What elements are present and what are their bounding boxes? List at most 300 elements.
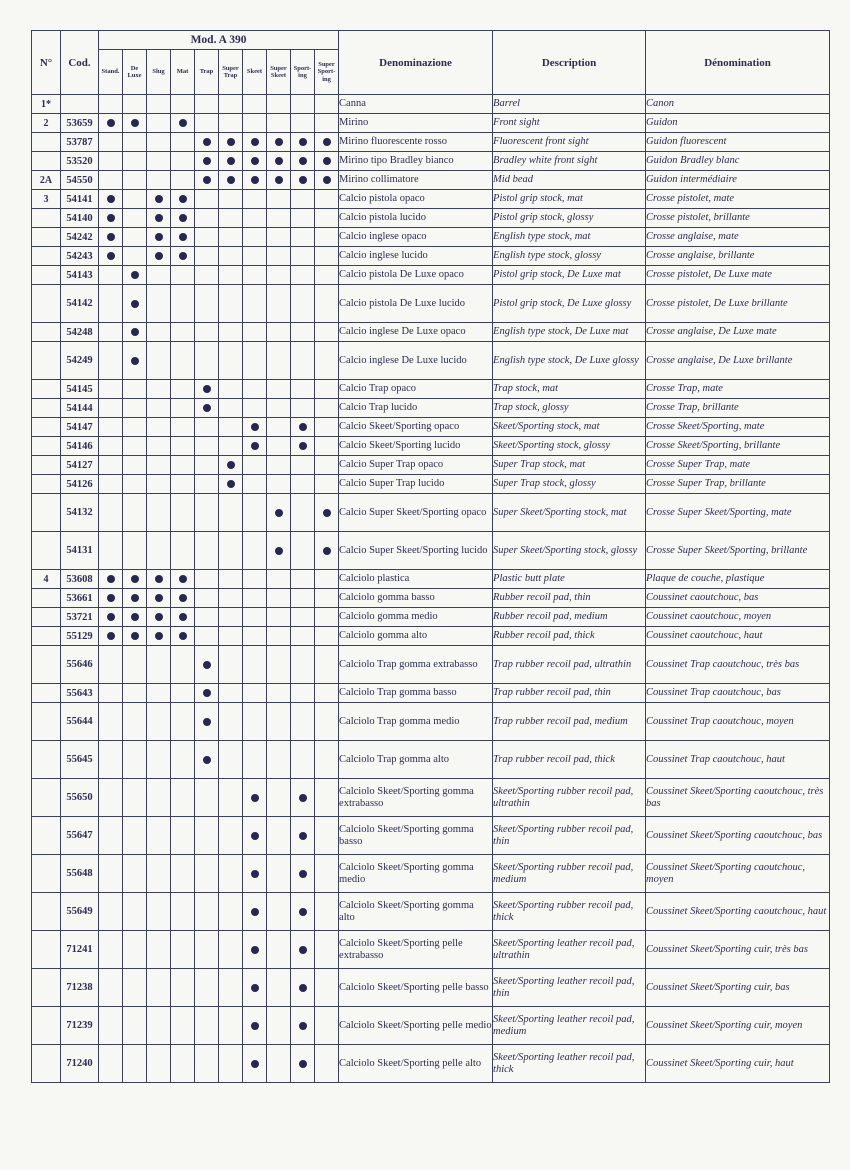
availability-dot-icon [131,632,139,640]
row-number [32,931,61,969]
variant-cell [243,532,267,570]
variant-cell [219,969,243,1007]
variant-cell [171,779,195,817]
description-cell: English type stock, mat [493,228,646,247]
variant-cell [123,532,147,570]
part-code: 53659 [61,114,99,133]
row-number [32,589,61,608]
variant-cell [99,589,123,608]
variant-cell [291,399,315,418]
variant-cell [219,190,243,209]
variant-cell [195,133,219,152]
description-cell: Trap stock, mat [493,380,646,399]
variant-cell [171,1045,195,1083]
variant-cell [123,209,147,228]
denomination-cell: Crosse Trap, mate [646,380,830,399]
variant-cell [291,342,315,380]
description-cell: Pistol grip stock, glossy [493,209,646,228]
variant-cell [195,589,219,608]
table-row [32,893,830,931]
availability-dot-icon [107,632,115,640]
part-code: 53787 [61,133,99,152]
variant-cell [243,380,267,399]
denominazione-cell: Calciolo Skeet/Sporting gomma basso [339,817,493,855]
variant-cell [291,589,315,608]
availability-dot-icon [323,509,331,517]
variant-cell [99,1045,123,1083]
variant-cell [315,247,339,266]
variant-cell [267,570,291,589]
variant-cell [315,418,339,437]
variant-cell [99,646,123,684]
availability-dot-icon [131,119,139,127]
variant-cell [315,266,339,285]
variant-cell [99,817,123,855]
variant-cell [315,399,339,418]
variant-cell [315,703,339,741]
variant-cell [99,1007,123,1045]
denomination-cell: Guidon [646,114,830,133]
availability-dot-icon [299,870,307,878]
part-code: 54550 [61,171,99,190]
table-row [32,475,830,494]
variant-cell [171,456,195,475]
variant-cell [147,380,171,399]
table-row [32,114,830,133]
table-row [32,171,830,190]
availability-dot-icon [179,214,187,222]
row-number [32,285,61,323]
variant-cell [123,133,147,152]
part-code: 53608 [61,570,99,589]
variant-cell [219,855,243,893]
variant-cell [123,190,147,209]
variant-cell [291,190,315,209]
variant-cell [243,190,267,209]
variant-cell [243,589,267,608]
variant-cell [99,437,123,456]
variant-cell [171,209,195,228]
variant-cell [219,1007,243,1045]
variant-cell [267,266,291,285]
variant-cell [171,893,195,931]
denominazione-cell: Calcio inglese De Luxe opaco [339,323,493,342]
denomination-cell: Coussinet caoutchouc, moyen [646,608,830,627]
availability-dot-icon [275,176,283,184]
availability-dot-icon [251,870,259,878]
part-code: 54248 [61,323,99,342]
variant-cell [219,931,243,969]
variant-cell [99,228,123,247]
part-code: 71238 [61,969,99,1007]
variant-header: Super Skeet [267,50,291,95]
denominazione-cell: Calcio pistola lucido [339,209,493,228]
part-code: 54145 [61,380,99,399]
part-code: 71239 [61,1007,99,1045]
variant-cell [267,190,291,209]
variant-cell [99,855,123,893]
variant-cell [99,266,123,285]
variant-cell [291,969,315,1007]
denomination-cell: Crosse Skeet/Sporting, brillante [646,437,830,456]
table-row [32,209,830,228]
variant-header: Super Sport-ing [315,50,339,95]
variant-cell [291,266,315,285]
denominazione-cell: Calcio pistola De Luxe opaco [339,266,493,285]
description-cell: Super Skeet/Sporting stock, mat [493,494,646,532]
availability-dot-icon [275,547,283,555]
denominazione-cell: Calciolo Trap gomma basso [339,684,493,703]
variant-cell [291,133,315,152]
variant-cell [219,703,243,741]
variant-cell [195,779,219,817]
variant-cell [147,532,171,570]
row-number: 3 [32,190,61,209]
part-code: 71240 [61,1045,99,1083]
description-cell: Pistol grip stock, De Luxe glossy [493,285,646,323]
variant-cell [147,1007,171,1045]
row-number [32,684,61,703]
variant-cell [195,247,219,266]
table-row [32,456,830,475]
denomination-cell: Crosse anglaise, De Luxe mate [646,323,830,342]
variant-cell [243,494,267,532]
availability-dot-icon [107,252,115,260]
table-body [32,95,830,1083]
variant-cell [171,152,195,171]
variant-cell [123,1045,147,1083]
table-row [32,817,830,855]
part-code: 54147 [61,418,99,437]
variant-cell [267,589,291,608]
variant-cell [147,646,171,684]
description-cell: Skeet/Sporting stock, glossy [493,437,646,456]
denomination-cell: Coussinet Skeet/Sporting caoutchouc, moyen [646,855,830,893]
variant-cell [267,741,291,779]
availability-dot-icon [179,233,187,241]
variant-header: Stand. [99,50,123,95]
availability-dot-icon [323,138,331,146]
variant-cell [267,95,291,114]
variant-cell [171,437,195,456]
row-number [32,323,61,342]
table-header [32,31,830,95]
variant-cell [243,779,267,817]
table-row [32,1007,830,1045]
variant-cell [315,380,339,399]
variant-cell [171,589,195,608]
variant-cell [195,570,219,589]
variant-cell [315,171,339,190]
variant-cell [171,494,195,532]
variant-cell [267,969,291,1007]
availability-dot-icon [203,385,211,393]
variant-cell [147,266,171,285]
description-cell: Skeet/Sporting leather recoil pad, ultrathin [493,931,646,969]
row-number [32,855,61,893]
availability-dot-icon [227,157,235,165]
variant-cell [147,817,171,855]
variant-cell [243,646,267,684]
variant-cell [291,323,315,342]
table-row [32,855,830,893]
denomination-cell: Coussinet caoutchouc, haut [646,627,830,646]
variant-cell [243,456,267,475]
denomination-cell: Coussinet Trap caoutchouc, moyen [646,703,830,741]
row-number: 1* [32,95,61,114]
variant-cell [243,931,267,969]
variant-cell [171,855,195,893]
variant-cell [315,437,339,456]
variant-cell [195,969,219,1007]
variant-cell [315,1007,339,1045]
description-cell: Pistol grip stock, mat [493,190,646,209]
denominazione-cell: Calcio Skeet/Sporting lucido [339,437,493,456]
variant-cell [171,133,195,152]
variant-cell [99,323,123,342]
part-code: 55643 [61,684,99,703]
variant-cell [291,608,315,627]
variant-cell [99,741,123,779]
variant-cell [243,266,267,285]
part-code: 55650 [61,779,99,817]
availability-dot-icon [251,984,259,992]
variant-cell [195,342,219,380]
availability-dot-icon [107,195,115,203]
availability-dot-icon [251,908,259,916]
header-model: Mod. A 390 [99,31,339,50]
denominazione-cell: Canna [339,95,493,114]
variant-cell [219,627,243,646]
variant-cell [195,456,219,475]
part-code: 54131 [61,532,99,570]
row-number [32,456,61,475]
denomination-cell: Guidon fluorescent [646,133,830,152]
variant-cell [171,817,195,855]
variant-cell [123,741,147,779]
variant-cell [219,646,243,684]
variant-cell [315,646,339,684]
variant-cell [123,855,147,893]
denominazione-cell: Calcio pistola De Luxe lucido [339,285,493,323]
variant-cell [291,475,315,494]
variant-cell [195,475,219,494]
variant-cell [267,703,291,741]
availability-dot-icon [299,946,307,954]
description-cell: Trap rubber recoil pad, ultrathin [493,646,646,684]
variant-cell [123,380,147,399]
variant-cell [267,684,291,703]
part-code: 54142 [61,285,99,323]
table-row [32,703,830,741]
row-number [32,266,61,285]
variant-cell [99,190,123,209]
variant-cell [291,570,315,589]
denomination-cell: Coussinet Trap caoutchouc, haut [646,741,830,779]
variant-cell [219,380,243,399]
variant-cell [243,475,267,494]
denominazione-cell: Calcio Super Trap lucido [339,475,493,494]
variant-cell [99,494,123,532]
variant-cell [147,399,171,418]
availability-dot-icon [107,214,115,222]
variant-cell [171,114,195,133]
row-number [32,418,61,437]
variant-cell [99,931,123,969]
row-number [32,228,61,247]
description-cell: Rubber recoil pad, thin [493,589,646,608]
variant-cell [99,247,123,266]
variant-header: Trap [195,50,219,95]
description-cell: Super Trap stock, mat [493,456,646,475]
variant-cell [219,95,243,114]
variant-cell [123,95,147,114]
part-code: 54243 [61,247,99,266]
availability-dot-icon [251,423,259,431]
availability-dot-icon [107,575,115,583]
variant-cell [315,855,339,893]
row-number [32,475,61,494]
denominazione-cell: Calciolo Trap gomma alto [339,741,493,779]
variant-cell [99,380,123,399]
variant-cell [171,741,195,779]
variant-cell [291,247,315,266]
variant-cell [291,532,315,570]
description-cell: Skeet/Sporting leather recoil pad, thick [493,1045,646,1083]
variant-cell [219,589,243,608]
variant-cell [123,285,147,323]
denominazione-cell: Calciolo Trap gomma medio [339,703,493,741]
denominazione-cell: Mirino collimatore [339,171,493,190]
variant-cell [267,323,291,342]
denomination-cell: Coussinet Skeet/Sporting cuir, très bas [646,931,830,969]
variant-cell [291,1007,315,1045]
variant-cell [195,437,219,456]
variant-cell [99,342,123,380]
variant-cell [171,646,195,684]
variant-cell [123,703,147,741]
variant-cell [219,684,243,703]
availability-dot-icon [227,138,235,146]
description-cell: Super Skeet/Sporting stock, glossy [493,532,646,570]
variant-cell [267,247,291,266]
description-cell: Trap rubber recoil pad, medium [493,703,646,741]
variant-cell [123,114,147,133]
table-row [32,285,830,323]
variant-cell [99,779,123,817]
variant-cell [147,627,171,646]
variant-cell [219,437,243,456]
variant-cell [243,247,267,266]
row-number [32,152,61,171]
variant-cell [171,475,195,494]
variant-cell [315,133,339,152]
variant-cell [123,627,147,646]
denomination-cell: Crosse Trap, brillante [646,399,830,418]
variant-cell [315,893,339,931]
variant-cell [219,570,243,589]
variant-cell [123,608,147,627]
variant-cell [99,703,123,741]
variant-cell [171,532,195,570]
variant-cell [171,931,195,969]
variant-cell [243,285,267,323]
variant-cell [219,399,243,418]
availability-dot-icon [251,138,259,146]
description-cell: Pistol grip stock, De Luxe mat [493,266,646,285]
variant-cell [195,817,219,855]
availability-dot-icon [155,613,163,621]
variant-cell [243,570,267,589]
variant-cell [171,285,195,323]
variant-header: Mat [171,50,195,95]
row-number: 2A [32,171,61,190]
part-code: 54143 [61,266,99,285]
row-number [32,494,61,532]
variant-cell [243,627,267,646]
variant-cell [243,418,267,437]
variant-cell [219,1045,243,1083]
description-cell: Skeet/Sporting stock, mat [493,418,646,437]
availability-dot-icon [155,195,163,203]
availability-dot-icon [131,328,139,336]
table-row [32,323,830,342]
variant-cell [267,475,291,494]
variant-header: Super Trap [219,50,243,95]
denominazione-cell: Calcio inglese opaco [339,228,493,247]
variant-cell [123,342,147,380]
variant-cell [291,456,315,475]
availability-dot-icon [251,176,259,184]
table-row [32,380,830,399]
denominazione-cell: Calciolo Skeet/Sporting gomma alto [339,893,493,931]
variant-cell [243,1007,267,1045]
variant-cell [243,741,267,779]
denomination-cell: Guidon intermédiaire [646,171,830,190]
variant-cell [123,779,147,817]
variant-cell [123,399,147,418]
availability-dot-icon [203,138,211,146]
table-row [32,266,830,285]
variant-cell [147,418,171,437]
variant-cell [267,779,291,817]
variant-cell [267,817,291,855]
description-cell: Fluorescent front sight [493,133,646,152]
row-number: 2 [32,114,61,133]
table-row [32,190,830,209]
part-code: 54249 [61,342,99,380]
variant-cell [147,228,171,247]
variant-cell [123,323,147,342]
denominazione-cell: Calcio inglese De Luxe lucido [339,342,493,380]
denomination-cell: Crosse anglaise, De Luxe brillante [646,342,830,380]
variant-cell [147,190,171,209]
row-number [32,247,61,266]
variant-cell [147,209,171,228]
variant-cell [147,475,171,494]
variant-cell [147,285,171,323]
variant-cell [147,779,171,817]
variant-cell [123,589,147,608]
part-code: 54126 [61,475,99,494]
availability-dot-icon [299,832,307,840]
part-code: 53661 [61,589,99,608]
variant-cell [291,931,315,969]
table-row [32,741,830,779]
availability-dot-icon [275,509,283,517]
variant-cell [171,570,195,589]
availability-dot-icon [155,632,163,640]
